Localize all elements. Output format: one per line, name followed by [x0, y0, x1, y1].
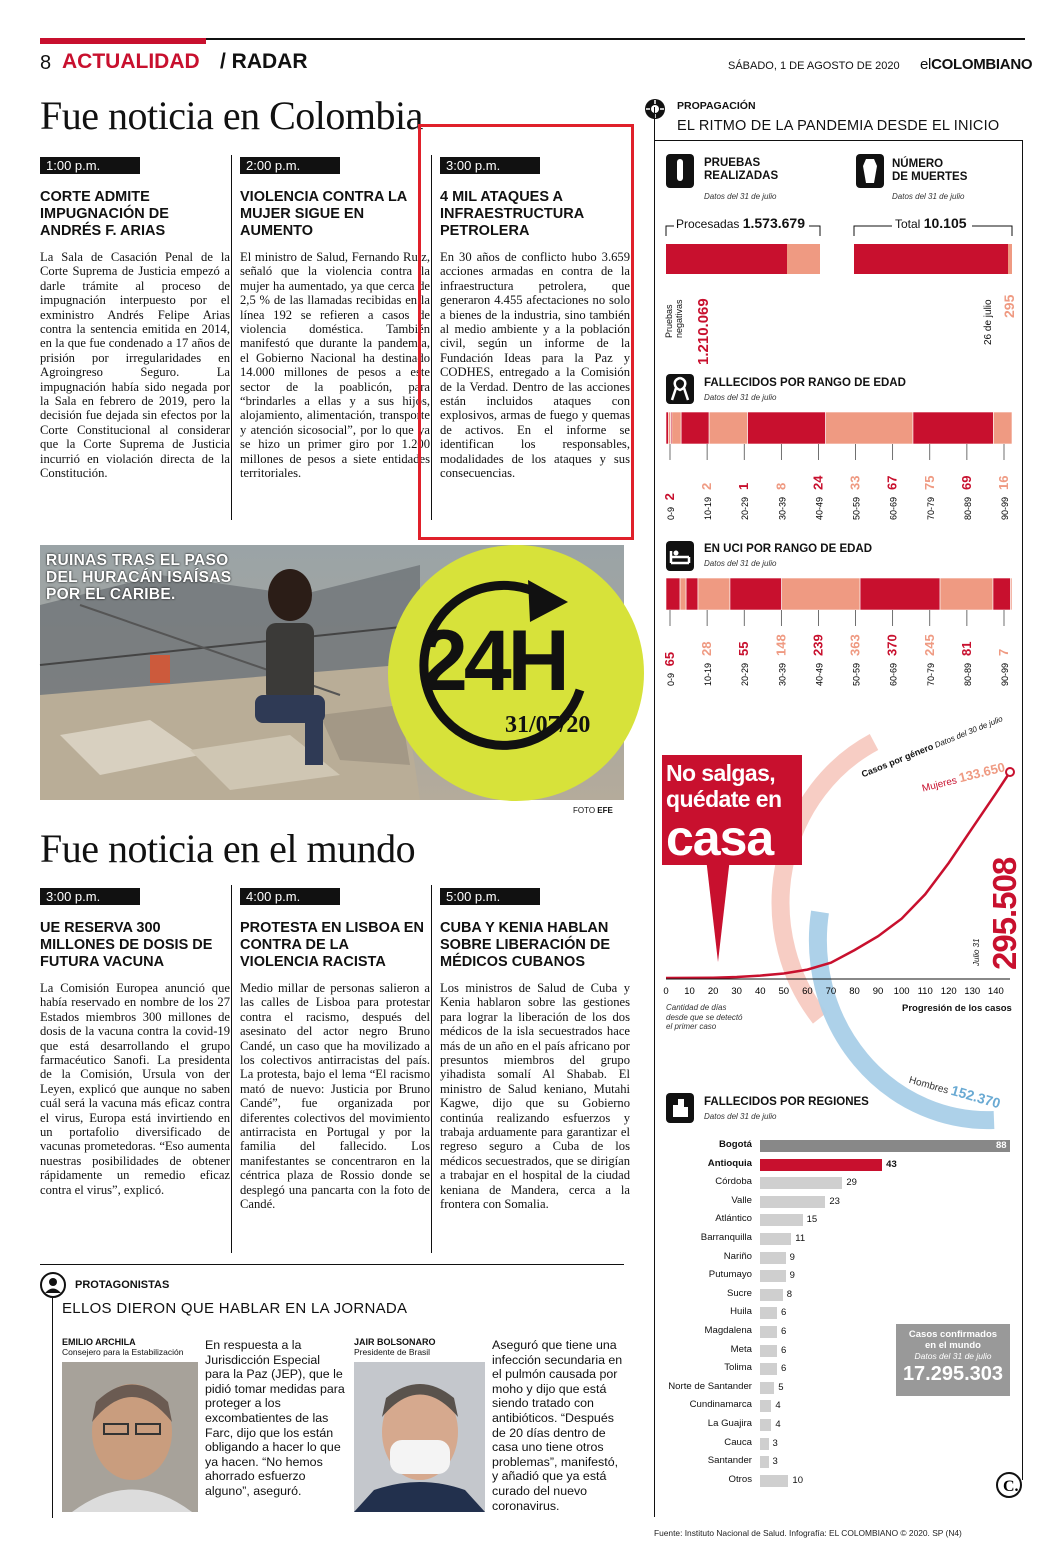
region-value: 6: [781, 1307, 787, 1319]
protagonistas-subtitle: ELLOS DIERON QUE HABLAR EN LA JORNADA: [62, 1300, 408, 1317]
speech-pointer: [700, 858, 740, 968]
story-title: CUBA Y KENIA HABLAN SOBRE LIBERACIÓN DE MÉDICOS CUBANOS: [440, 920, 610, 970]
age-value: 16: [996, 475, 1011, 490]
region-label: Atlántico: [715, 1213, 752, 1225]
region-value: 43: [886, 1158, 897, 1170]
pruebas-positive-bar: [787, 244, 820, 274]
age-category: 60-69: [888, 662, 899, 686]
protagonist-2: [354, 1337, 494, 1357]
age-value: 245: [921, 634, 937, 656]
note-line: Cantidad de días: [666, 1003, 727, 1012]
story-body: Los ministros de Salud de Cuba y Kenia hablaron sobre las gestiones para lograr la liberación de los dos médicos de la isla secuestrados hace más de un año en el país africano por presuntos miembros del grupo yihadista somalí Al Shabab. El ministro de Salud keniano, Mutahi Kagwe, dijo que su Gobierno continúa realizando esfuerzos y trabaja arduamente para garantizar el regreso seguro a Cuba de los médicos secuestrados, que se dirigían a trabajar en el hospital de la ciudad keniana de Mandera, cerca a la frontera con Somalia.: [440, 981, 630, 1212]
age-value: 148: [773, 634, 789, 656]
muertes-day-label: 26 de julio: [983, 299, 994, 345]
age-value: 363: [847, 634, 863, 656]
total-value: 1.573.679: [742, 215, 806, 231]
note-line: el primer caso: [666, 1022, 717, 1031]
region-value: 23: [829, 1195, 840, 1207]
infographic-footer: Fuente: Instituto Nacional de Salud. Infografía: EL COLOMBIANO © 2020. SP (N4): [654, 1528, 962, 1538]
ribbon-icon: [666, 374, 694, 404]
x-tick: 90: [872, 986, 884, 997]
age-category: 50-59: [851, 496, 862, 520]
protagonist-photo-2: [354, 1362, 485, 1512]
pruebas-title: [704, 157, 778, 183]
region-value: 4: [775, 1400, 781, 1412]
mundo-story-1: [40, 888, 230, 1197]
age-category: 40-49: [814, 662, 825, 686]
fallecidos-edad-title: FALLECIDOS POR RANGO DE EDAD: [704, 377, 906, 389]
casa-line: No salgas,: [666, 760, 776, 786]
colombia-story-2: [240, 157, 430, 481]
region-value: 3: [772, 1456, 778, 1468]
region-value: 5: [778, 1381, 784, 1393]
uci-edad-title: EN UCI POR RANGO DE EDAD: [704, 543, 873, 555]
region-bar: [760, 1456, 769, 1468]
region-bar: [760, 1363, 777, 1375]
mundo-casos-box: [896, 1324, 1010, 1396]
region-label: Santander: [707, 1455, 752, 1467]
age-value: 239: [810, 634, 826, 656]
total-value: 10.105: [923, 215, 967, 231]
age-value: 28: [699, 641, 715, 656]
region-label: Sucre: [726, 1287, 752, 1299]
age-segment: [940, 578, 993, 610]
region-label: La Guajira: [707, 1418, 752, 1429]
region-label: Cauca: [724, 1436, 752, 1448]
section-name: ACTUALIDAD: [62, 50, 200, 73]
x-tick: 140: [987, 986, 1004, 997]
region-value: 6: [781, 1326, 787, 1337]
box-note: Datos del 31 de julio: [914, 1351, 992, 1361]
mujeres-value: 133.650: [957, 759, 1007, 786]
region-label: Huila: [730, 1306, 752, 1318]
x-tick: 130: [964, 986, 981, 997]
column-rule: [431, 885, 432, 1253]
age-segment: [672, 412, 681, 444]
age-value: 8: [773, 482, 789, 490]
age-value: 75: [921, 475, 937, 490]
age-category: 20-29: [740, 662, 751, 686]
region-label: Otros: [728, 1473, 752, 1485]
colombiano-logo: [996, 1472, 1022, 1498]
age-label: [959, 642, 974, 686]
age-label: [699, 483, 714, 520]
x-tick: 80: [849, 986, 860, 997]
bed-icon: [666, 541, 694, 571]
region-bar: [760, 1475, 788, 1487]
test-tube-icon: [666, 154, 694, 188]
box-value: 17.295.303: [902, 1363, 1004, 1385]
age-label: [699, 642, 714, 686]
box-line: Casos confirmados: [908, 1329, 998, 1340]
story-title: VIOLENCIA CONTRA LA MUJER SIGUE EN AUMENTO: [240, 189, 407, 239]
hombres-value: 152.370: [949, 1081, 1003, 1112]
region-label: Norte de Santander: [668, 1380, 752, 1392]
age-value: 2: [699, 482, 715, 490]
credit-prefix: FOTO: [573, 806, 598, 815]
region-bar: [760, 1270, 786, 1282]
story-time: 4:00 p.m.: [240, 888, 340, 905]
story-time: 3:00 p.m.: [440, 157, 540, 174]
region-value: 15: [806, 1214, 818, 1226]
age-category: 10-19: [703, 496, 714, 520]
casos-total: 295.508: [986, 857, 1023, 970]
story-time: 3:00 p.m.: [40, 888, 140, 905]
progression-endpoint: [1006, 768, 1014, 776]
brand-name: COLOMBIANO: [931, 56, 1033, 73]
protagonist-role: Consejero para la Estabilización: [62, 1347, 184, 1357]
label-line: negativas: [674, 299, 684, 338]
subsection-name: / RADAR: [220, 50, 308, 73]
x-tick: 100: [893, 986, 910, 997]
photo-credit: [573, 806, 613, 815]
region-value: 29: [846, 1177, 857, 1189]
highlight-box: [418, 124, 634, 540]
x-tick: 70: [825, 986, 837, 997]
title-line: NÚMERO: [892, 158, 944, 170]
age-value: 7: [996, 648, 1011, 656]
age-label: [773, 634, 788, 686]
casos-date: Julio 31: [972, 938, 981, 966]
age-segment: [860, 578, 940, 610]
total-label: Total: [895, 217, 921, 231]
x-tick: 60: [802, 986, 813, 997]
protagonist-photo-1: [62, 1362, 198, 1512]
caption-line: POR EL CARIBE.: [46, 586, 176, 603]
region-label: Magdalena: [704, 1325, 752, 1336]
region-label: Valle: [731, 1194, 752, 1206]
age-category: 40-49: [814, 496, 825, 520]
x-tick: 50: [778, 986, 790, 997]
title-line: PRUEBAS: [704, 157, 761, 169]
pruebas-note: Datos del 31 de julio: [704, 192, 777, 201]
svg-text:C.: C.: [1003, 1478, 1019, 1495]
age-segment: [698, 578, 730, 610]
protagonist-role: Presidente de Brasil: [354, 1347, 431, 1357]
age-label: [996, 649, 1011, 686]
age-segment: [730, 578, 782, 610]
region-bar: [760, 1419, 771, 1431]
region-bar: [760, 1289, 783, 1301]
region-bar: [760, 1140, 1010, 1152]
infographic-subtitle: EL RITMO DE LA PANDEMIA DESDE EL INICIO: [677, 118, 1000, 134]
casa-message: [666, 760, 781, 864]
age-category: 90-99: [1000, 496, 1010, 520]
protagonist-name: EMILIO ARCHILA: [62, 1337, 136, 1347]
age-category: 20-29: [740, 496, 751, 520]
caption-line: DEL HURACÁN ISAÍSAS: [46, 569, 232, 586]
casa-line: quédate en: [666, 786, 782, 812]
page-number: 8: [40, 52, 52, 74]
story-body: La Comisión Europea anunció que había reservado en nombre de los 27 Estados miembros 300 millones de dosis de la vacuna contra la covid-19 que está desarrollando el grupo farmacéutico Sanofi. La presidenta de la Comisión, Ursula von der Leyen, explicó que aunque no saben cuál será la vacuna más eficaz contra el virus, Europa está invirtiendo en un portafolio diversificado de vacunas prometedoras. “Eso aumenta nuestras posibilidades de obtener rápidamente un remedio eficaz contra el virus”, explicó.: [40, 981, 230, 1197]
infographic-label: PROPAGACIÓN: [677, 100, 756, 112]
region-bar: [760, 1326, 777, 1338]
age-label: [662, 652, 677, 686]
title-line: DE MUERTES: [892, 171, 968, 183]
pruebas-neg-value: 1.210.069: [695, 298, 712, 365]
story-body: En 30 años de conflicto hubo 3.659 acciones armadas en contra de la infraestructura petrolera, que generaron 4.455 afectaciones no solo a bienes de la industria, sino también al medio ambiente y a la población civil, según un informe de la Fundación Ideas para la Paz y CODHES, entregado a la Comisión de la Verdad. Dentro de las acciones están incluidos ataques con explosivos, armas de fuego y quemas de activos. En el informe se identifican los responsables, modalidades de los ataques y sus consecuencias.: [440, 250, 630, 481]
story-title: PROTESTA EN LISBOA EN CONTRA DE LA VIOLENCIA RACISTA: [240, 920, 424, 970]
casa-line: casa: [666, 810, 774, 866]
region-label: Antioquia: [707, 1157, 752, 1169]
muertes-day-value: 295: [1001, 294, 1017, 318]
age-label: [885, 476, 900, 520]
region-value: 8: [786, 1288, 793, 1300]
age-label: [848, 634, 863, 686]
age-category: 0-9: [666, 672, 676, 686]
map-icon: [666, 1093, 694, 1123]
hombres-text: Hombres: [907, 1074, 950, 1097]
age-category: 80-89: [962, 496, 973, 520]
newspaper-brand: [920, 56, 1032, 73]
region-value: 4: [775, 1419, 781, 1430]
protagonist-quote: En respuesta a la Jurisdicción Especial para la Paz (JEP), que le pidió tomar medidas para proteger a los excombatientes de las Farc, dijo que los están obligando a hacer lo que ya hacen. “No hemos ahorrado esfuerzo alguno”, aseguró.: [205, 1338, 345, 1498]
age-category: 90-99: [1000, 662, 1010, 686]
region-value: 6: [781, 1344, 787, 1356]
column-rule: [231, 155, 232, 520]
fallecidos-edad-note: Datos del 31 de julio: [704, 393, 777, 402]
age-value: 370: [884, 634, 900, 656]
protagonist-1: [62, 1337, 202, 1357]
pruebas-bar: [664, 220, 824, 280]
age-label: [773, 483, 788, 520]
region-bar: [760, 1177, 842, 1189]
age-label: [885, 634, 900, 686]
age-segment: [666, 578, 680, 610]
region-value: 88: [996, 1140, 1007, 1151]
region-bar: [760, 1159, 882, 1171]
age-segment: [681, 412, 709, 444]
age-value: 69: [958, 475, 974, 490]
region-bar: [760, 1196, 825, 1208]
story-title: 4 MIL ATAQUES A INFRAESTRUCTURA PETROLERA: [440, 189, 584, 239]
age-label: [810, 475, 825, 520]
age-segment: [680, 578, 686, 610]
age-segment: [826, 412, 913, 444]
age-segment: [686, 578, 698, 610]
region-bar: [760, 1233, 791, 1245]
age-label: [922, 634, 937, 686]
story-time: 1:00 p.m.: [40, 157, 140, 174]
age-label: [736, 642, 751, 686]
regiones-note: Datos del 31 de julio: [704, 1112, 777, 1121]
age-value: 65: [662, 651, 677, 667]
mundo-headline: Fue noticia en el mundo: [40, 826, 416, 871]
region-value: 11: [795, 1233, 806, 1244]
uci-edad-chart: [662, 578, 1016, 690]
region-value: 9: [789, 1270, 795, 1282]
age-segment: [782, 578, 860, 610]
story-title: CORTE ADMITE IMPUGNACIÓN DE ANDRÉS F. ARIAS: [40, 189, 169, 239]
region-label: Cundinamarca: [689, 1399, 752, 1411]
issue-date: SÁBADO, 1 DE AGOSTO DE 2020: [728, 60, 900, 72]
column-rule: [231, 885, 232, 1253]
box-line: en el mundo: [925, 1340, 981, 1351]
genero-title: Casos por género: [860, 741, 935, 780]
age-value: 24: [810, 475, 826, 490]
age-label: [922, 476, 937, 520]
region-value: 9: [789, 1251, 795, 1263]
section-rule: [40, 1264, 624, 1265]
section-color-bar: [40, 38, 206, 44]
region-label: Meta: [730, 1343, 752, 1355]
note-line: desde que se detectó: [666, 1012, 743, 1022]
region-label: Córdoba: [715, 1176, 752, 1188]
muertes-note: Datos del 31 de julio: [892, 192, 965, 201]
region-bar: [760, 1438, 769, 1450]
fallecidos-edad-chart: [662, 412, 1016, 524]
colombia-story-1: [40, 157, 230, 481]
x-tick: 110: [917, 986, 933, 997]
age-category: 80-89: [962, 662, 973, 686]
age-segment: [1010, 578, 1012, 610]
age-segment: [993, 578, 1011, 610]
genero-note: Datos del 30 de julio: [933, 714, 1004, 750]
protagonistas-label: PROTAGONISTAS: [75, 1279, 170, 1291]
age-category: 60-69: [888, 496, 899, 520]
age-value: 55: [736, 641, 752, 656]
muertes-day-bar: [1008, 244, 1012, 274]
x-tick: 0: [663, 986, 669, 997]
age-value: 81: [958, 641, 974, 656]
x-tick: 10: [684, 986, 695, 997]
age-segment: [668, 412, 670, 444]
age-value: 67: [884, 475, 900, 490]
region-value: 3: [772, 1437, 778, 1449]
region-label: Bogotá: [718, 1139, 752, 1150]
age-category: 30-39: [777, 496, 788, 520]
age-segment: [913, 412, 993, 444]
age-label: [662, 493, 677, 520]
region-label: Putumayo: [708, 1269, 752, 1281]
story-time: 2:00 p.m.: [240, 157, 340, 174]
x-tick: 30: [731, 986, 742, 997]
age-segment: [709, 412, 747, 444]
protagonistas-rule: [52, 1298, 53, 1518]
region-value: 10: [792, 1474, 803, 1486]
age-label: [810, 634, 825, 686]
pruebas-neg-label: [664, 299, 684, 338]
person-icon: [40, 1272, 66, 1298]
region-label: Tolima: [724, 1362, 752, 1374]
region-label: Barranquilla: [700, 1232, 752, 1243]
coffin-icon: [856, 154, 884, 188]
badge-24h: 24H: [420, 613, 566, 709]
x-tick: 40: [754, 986, 766, 997]
virus-icon: [643, 97, 667, 121]
region-bar: [760, 1214, 803, 1226]
age-label: [959, 476, 974, 520]
mujeres-text: Mujeres: [920, 775, 959, 795]
story-body: La Sala de Casación Penal de la Corte Suprema de Justicia empezó a darle trámite al proceso de impugnación interpuesto por el exministro Andrés Felipe Arias contra la sentencia emitida en 2014, en la que fue condenado a 17 años de prisión por irregularidades en Agroingreso Seguro. La impugnación había sido negada por la Sala en febrero de 2019, pero la decisión fue dejada sin efectos por la Corte Constitucional al considerar que la Corte Suprema de Justicia incurrió en violación directa de la Constitución.: [40, 250, 230, 481]
region-value: 6: [781, 1363, 787, 1375]
age-category: 50-59: [851, 662, 862, 686]
age-category: 10-19: [703, 662, 714, 686]
label-line: Pruebas: [664, 304, 674, 338]
age-segment: [748, 412, 826, 444]
muertes-total-bar: [854, 244, 1008, 274]
muertes-bar: [852, 220, 1016, 280]
age-label: [848, 476, 863, 520]
mundo-story-2: [240, 888, 430, 1212]
story-body: Medio millar de personas salieron a las calles de Lisboa para protestar contra el racismo, después del asesinato del actor negro Bruno Candé, un caso que ha movilizado a los colectivos antirracistas del país. La protesta, bajo el lema “El racismo mató de nuevo: Justicia por Bruno Candé”, fue organizada por diferentes colectivos del movimiento antirracista en Portugal y por la familia del fallecido. Los manifestantes se concentraron en la céntrica plaza de Rossio donde se desplegó una pancarta con la foto de Candé.: [240, 981, 430, 1212]
age-segment: [666, 412, 668, 444]
age-category: 0-9: [666, 506, 676, 520]
region-bar: [760, 1252, 786, 1264]
photo-caption: [46, 552, 231, 603]
title-line: REALIZADAS: [704, 170, 779, 182]
protagonist-quote: Aseguró que tiene una infección secundaria en el pulmón causada por moho y dijo que está siendo tratado con antibióticos. “Después de 20 días dentro de casa uno tiene otros problemas”, manifestó, y añadió que ya está curado del nuevo coronavirus.: [492, 1338, 623, 1513]
brand-prefix: el: [920, 56, 932, 73]
region-bar: [760, 1400, 771, 1412]
x-axis-note: [666, 1003, 743, 1032]
region-bar: [760, 1345, 777, 1357]
total-label: Procesadas: [676, 217, 740, 231]
region-bar: [760, 1307, 777, 1319]
story-time: 5:00 p.m.: [440, 888, 540, 905]
protagonist-name: JAIR BOLSONARO: [354, 1337, 436, 1347]
credit-agency: EFE: [597, 806, 613, 815]
colombia-headline: Fue noticia en Colombia: [40, 93, 423, 138]
age-value: 2: [662, 493, 677, 501]
pruebas-negative-bar: [666, 244, 787, 274]
x-tick: 120: [940, 986, 957, 997]
age-label: [736, 483, 751, 520]
infographic-rule-top: [654, 140, 1023, 141]
uci-edad-note: Datos del 31 de julio: [704, 559, 777, 568]
region-label: Nariño: [723, 1250, 752, 1262]
story-title: UE RESERVA 300 MILLONES DE DOSIS DE FUTURA VACUNA: [40, 920, 213, 970]
age-category: 30-39: [777, 662, 788, 686]
age-category: 70-79: [925, 662, 936, 686]
caption-line: RUINAS TRAS EL PASO: [46, 552, 229, 569]
age-value: 33: [847, 475, 863, 490]
age-label: [996, 476, 1011, 520]
regiones-title: FALLECIDOS POR REGIONES: [704, 1096, 869, 1108]
x-tick: 20: [707, 986, 719, 997]
age-segment: [993, 412, 1012, 444]
badge-date: 31/07/20: [505, 712, 591, 738]
age-category: 70-79: [925, 496, 936, 520]
age-value: 1: [736, 482, 752, 490]
progression-label: Progresión de los casos: [902, 1003, 1012, 1014]
region-bar: [760, 1382, 774, 1394]
story-body: El ministro de Salud, Fernando Ruiz, señaló que la violencia contra la mujer ha aumentado, ya que cerca de 2,5 % de las llamadas recibidas en la línea 192 se refieren a casos de violencia doméstica. También manifestó que durante la pandemia, el Gobierno Nacional ha destinado 14.000 millones de pesos a este sector de la poablicón, para “brindarles a ellas y a sus hijos, alojamiento, alimentación, transporte y atención sicosocial”, por lo que ya se hizo un primer giro por 1.200 millones de pesos a siete entidades territoriales.: [240, 250, 430, 481]
muertes-title: [892, 158, 967, 184]
